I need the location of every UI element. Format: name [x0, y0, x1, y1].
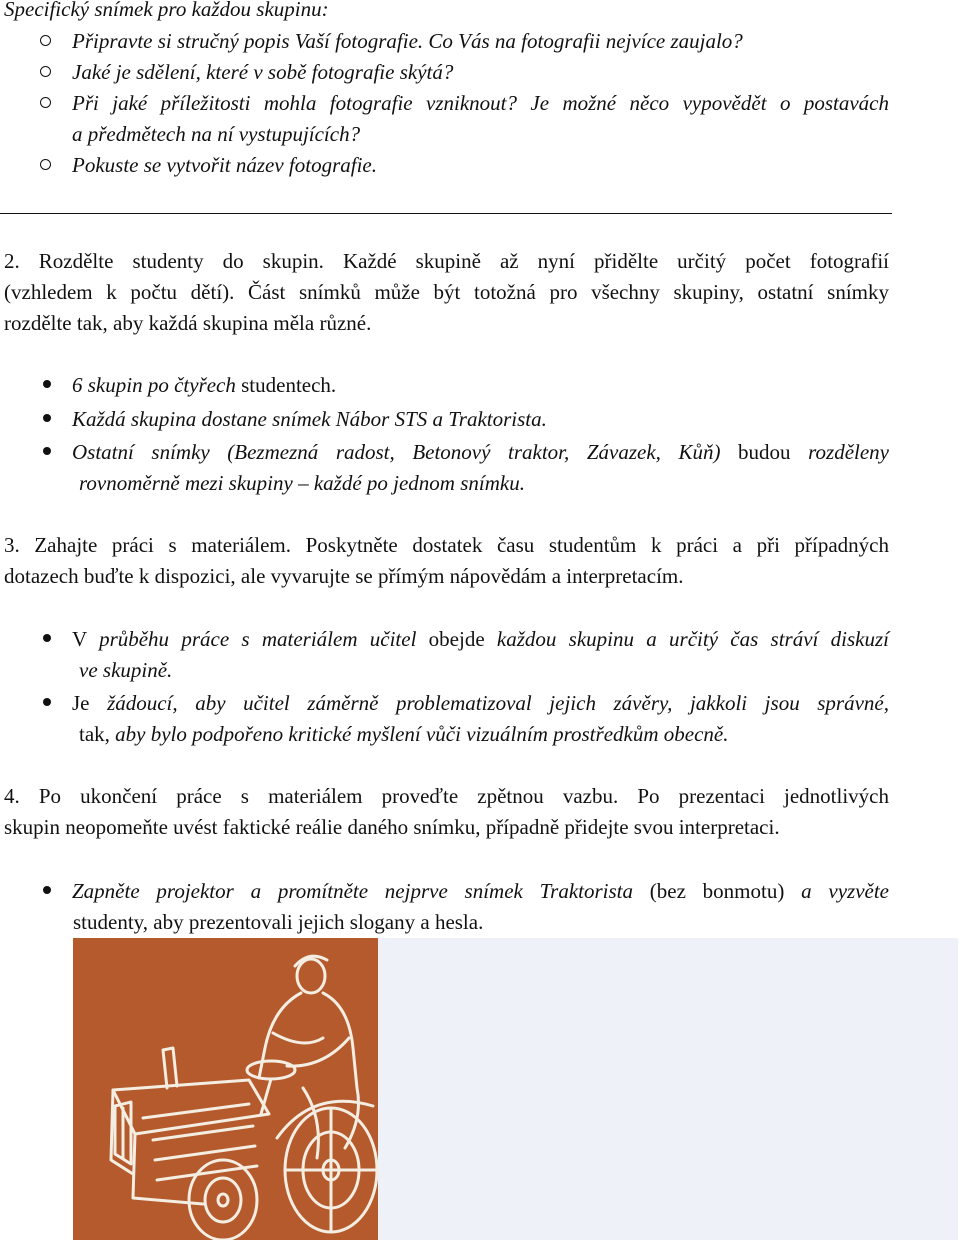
list-item: Při jaké příležitosti mohla fotografie vzniknout? Je možné něco vypovědět o postavách — [72, 91, 889, 115]
step3-paragraph-line: 3. Zahajte práci s materiálem. Poskytněte dostatek času studentům k práci a při případných — [4, 533, 889, 557]
list-item-continuation: a předmětech na ní vystupujících? — [72, 122, 361, 146]
list-item: Každá skupina dostane snímek Nábor STS a Traktorista. — [72, 407, 547, 431]
list-item: 6 skupin po čtyřech studentech. — [72, 373, 337, 397]
list-item: Pokuste se vytvořit název fotografie. — [72, 153, 378, 177]
list-item-continuation: studenty, aby prezentovali jejich slogany a hesla. — [73, 910, 484, 934]
step4-paragraph-line: skupin neopomeňte uvést faktické reálie daného snímku, případně přidejte svou interpretaci. — [4, 815, 780, 839]
bullet-dot-icon — [43, 698, 51, 706]
figure-image — [73, 938, 958, 1240]
list-item: Připravte si stručný popis Vaší fotografie. Co Vás na fotografii nejvíce zaujalo? — [72, 29, 743, 53]
tractor-driver-artwork — [73, 938, 958, 1240]
step2-paragraph-line: rozdělte tak, aby každá skupina měla různé. — [4, 311, 372, 335]
bullet-dot-icon — [43, 380, 51, 388]
horizontal-rule — [0, 213, 892, 214]
bullet-dot-icon — [43, 886, 51, 894]
list-item: Zapněte projektor a promítněte nejprve snímek Traktorista (bez bonmotu) a vyzvěte — [72, 879, 889, 903]
section-heading: Specifický snímek pro každou skupinu: — [4, 0, 329, 21]
bullet-dot-icon — [43, 447, 51, 455]
list-item-continuation: rovnoměrně mezi skupiny – každé po jednom snímku. — [79, 471, 525, 495]
list-item: Jaké je sdělení, které v sobě fotografie skýtá? — [72, 60, 454, 84]
step4-paragraph-line: 4. Po ukončení práce s materiálem proveďte zpětnou vazbu. Po prezentaci jednotlivých — [4, 784, 889, 808]
circle-bullet-icon — [40, 159, 51, 170]
step2-paragraph-line: 2. Rozdělte studenty do skupin. Každé skupině až nyní přidělte určitý počet fotografií — [4, 249, 889, 273]
circle-bullet-icon — [40, 66, 51, 77]
step3-paragraph-line: dotazech buďte k dispozici, ale vyvarujte se přímým nápovědám a interpretacím. — [4, 564, 684, 588]
circle-bullet-icon — [40, 97, 51, 108]
step2-paragraph-line: (vzhledem k počtu dětí). Část snímků může být totožná pro všechny skupiny, ostatní snímky — [4, 280, 889, 304]
circle-bullet-icon — [40, 35, 51, 46]
list-item-continuation: tak, aby bylo podpořeno kritické myšlení vůči vizuálním prostředkům obecně. — [79, 722, 729, 746]
list-item: V průběhu práce s materiálem učitel obejde každou skupinu a určitý čas stráví diskuzí — [72, 627, 889, 651]
list-item-continuation: ve skupině. — [79, 658, 173, 682]
bullet-dot-icon — [43, 634, 51, 642]
list-item: Ostatní snímky (Bezmezná radost, Betonový traktor, Závazek, Kůň) budou rozděleny — [72, 440, 889, 464]
list-item: Je žádoucí, aby učitel záměrně problematizoval jejich závěry, jakkoli jsou správné, — [72, 691, 889, 715]
bullet-dot-icon — [43, 414, 51, 422]
